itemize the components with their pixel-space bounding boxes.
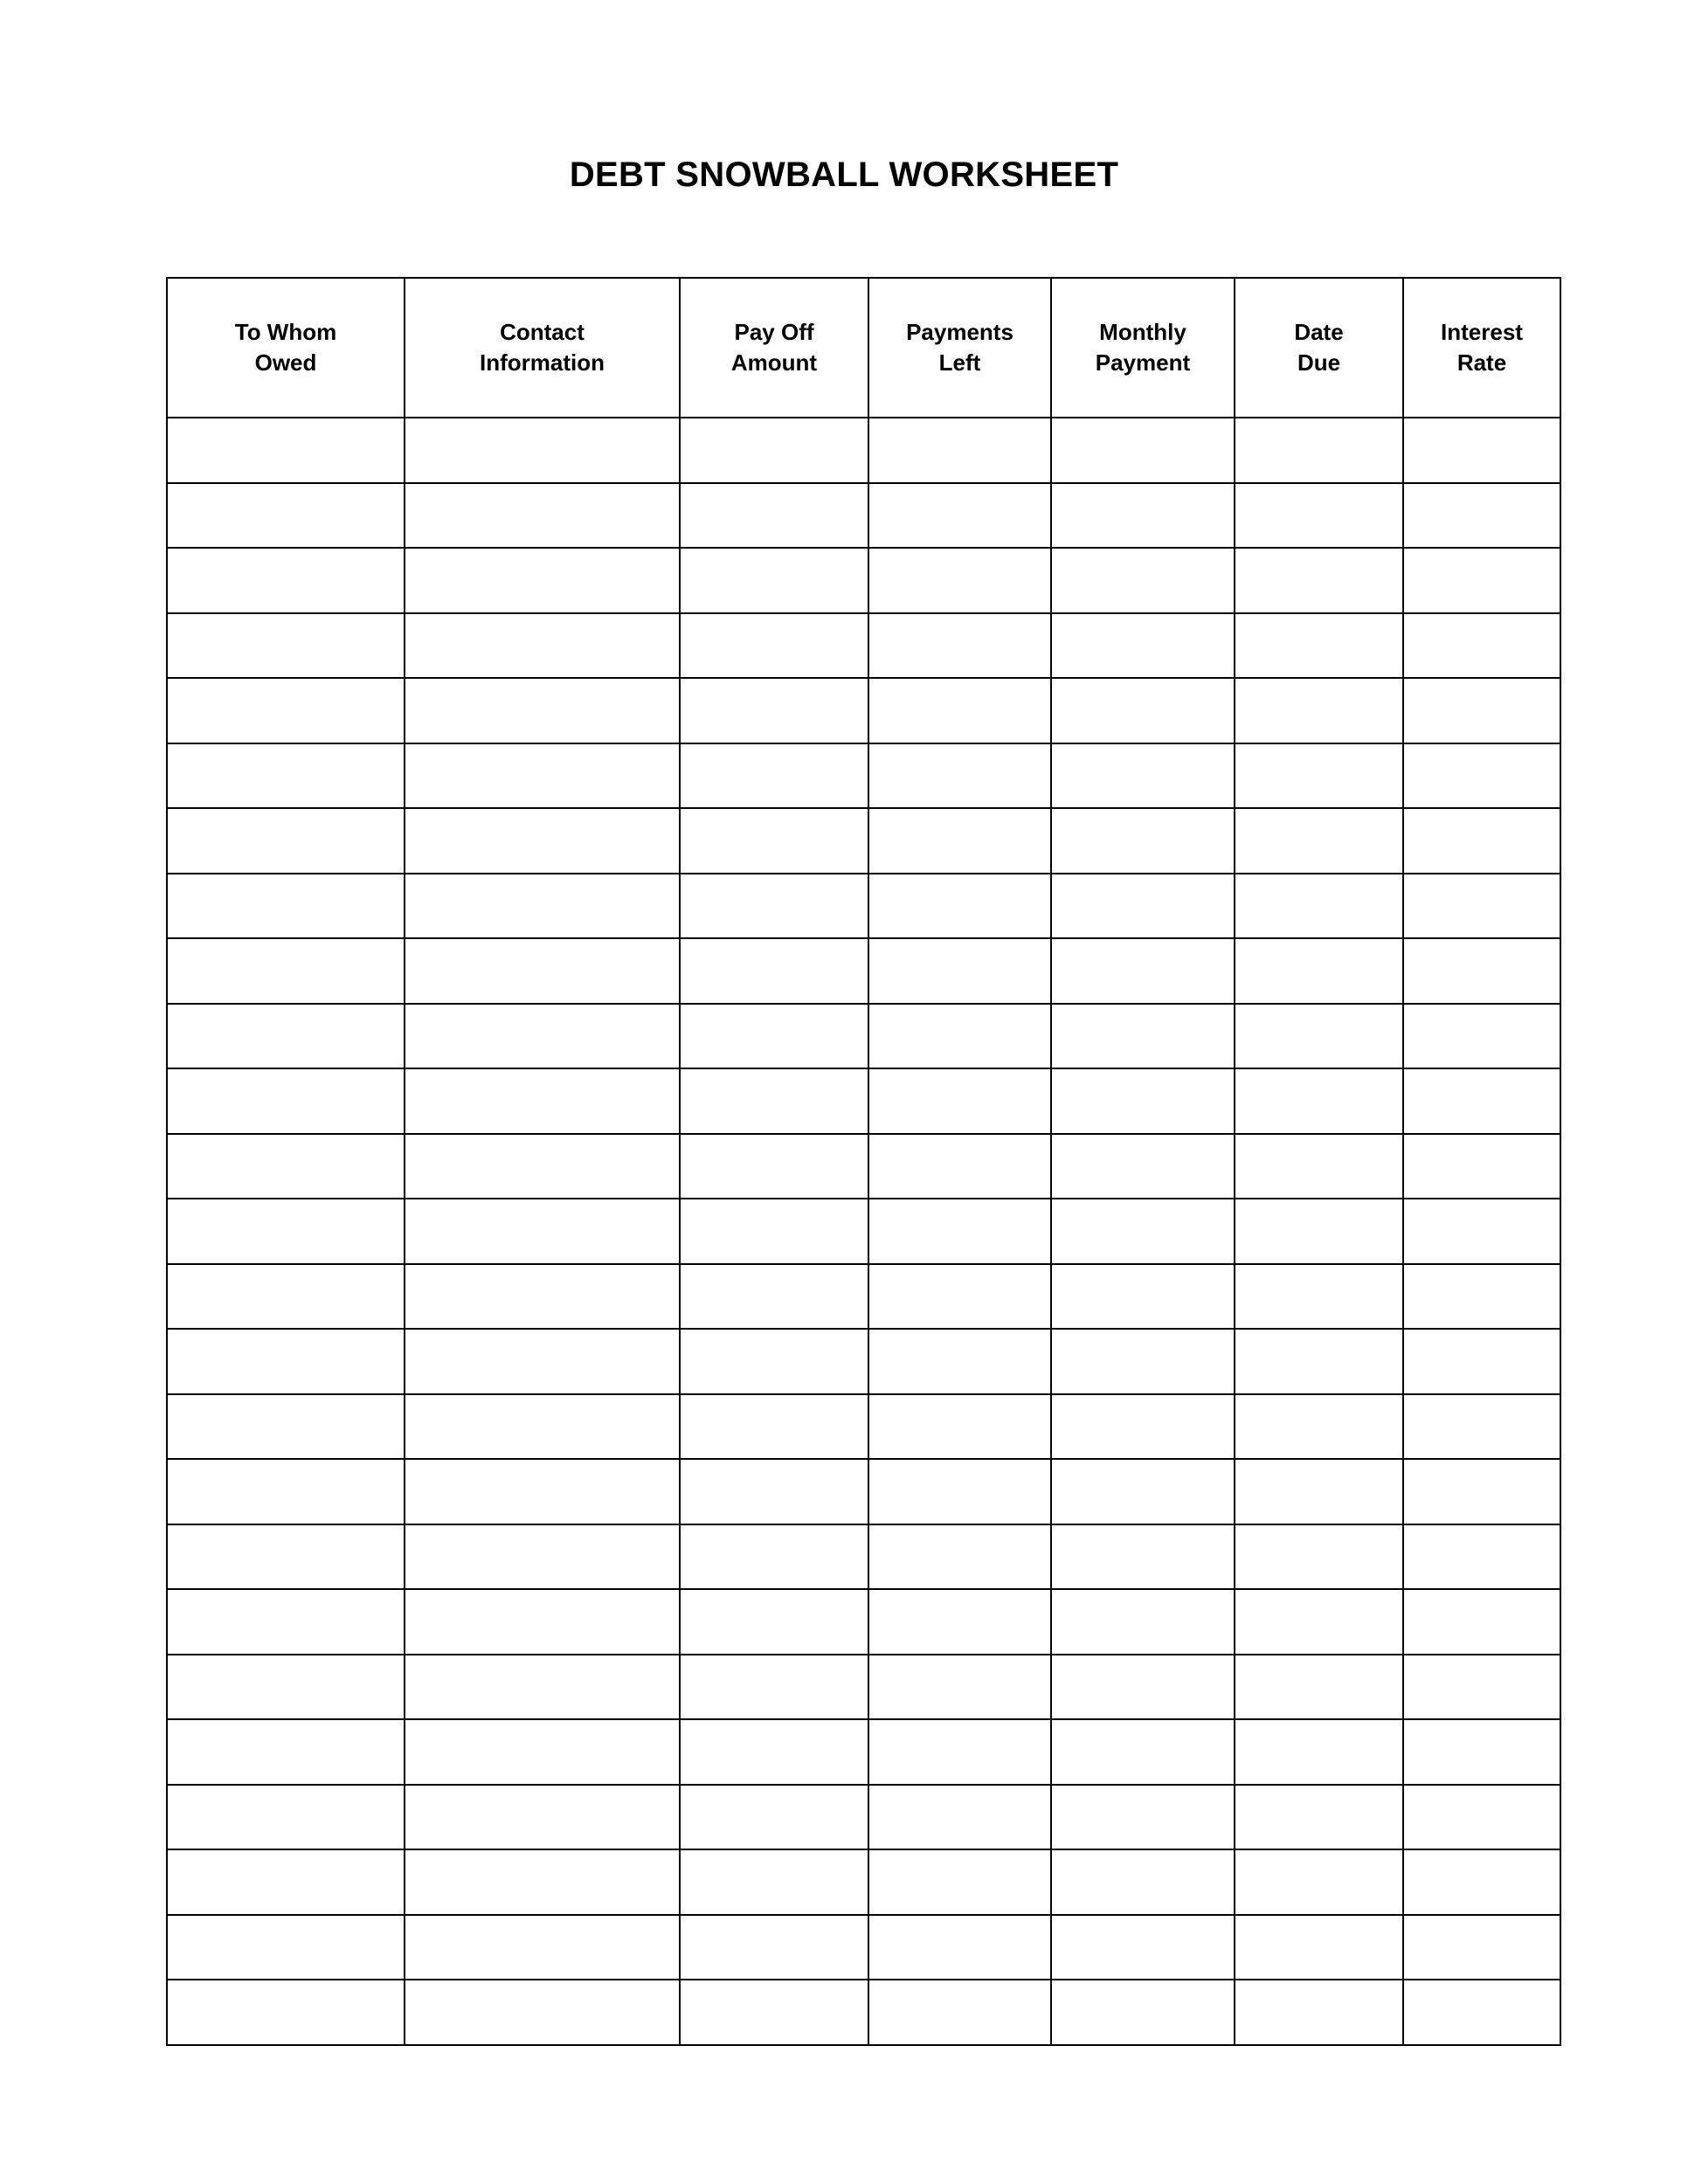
table-cell[interactable] xyxy=(1051,1655,1235,1720)
table-cell[interactable] xyxy=(680,1264,868,1330)
table-row xyxy=(167,1719,1560,1785)
table-cell[interactable] xyxy=(405,874,680,939)
table-row xyxy=(167,1655,1560,1720)
table-row xyxy=(167,1329,1560,1394)
table-cell[interactable] xyxy=(405,678,680,743)
table-cell[interactable] xyxy=(868,1459,1051,1524)
table-cell[interactable] xyxy=(680,1785,868,1850)
table-row xyxy=(167,613,1560,679)
table-cell[interactable] xyxy=(1051,1849,1235,1915)
table-cell[interactable] xyxy=(1403,1915,1560,1980)
table-cell[interactable] xyxy=(167,1264,405,1330)
table-row xyxy=(167,1068,1560,1134)
table-cell[interactable] xyxy=(680,548,868,613)
table-cell[interactable] xyxy=(1403,1329,1560,1394)
table-cell[interactable] xyxy=(1051,1134,1235,1199)
table-cell[interactable] xyxy=(167,1589,405,1655)
table-cell[interactable] xyxy=(1403,1134,1560,1199)
table-cell[interactable] xyxy=(405,808,680,874)
table-cell[interactable] xyxy=(405,1980,680,2045)
table-cell[interactable] xyxy=(1403,548,1560,613)
table-cell[interactable] xyxy=(1051,808,1235,874)
column-header-to-whom-owed xyxy=(167,278,405,418)
table-cell[interactable] xyxy=(680,1719,868,1785)
table-cell[interactable] xyxy=(868,874,1051,939)
debt-snowball-table-container xyxy=(166,277,1560,2046)
table-cell[interactable] xyxy=(1051,1785,1235,1850)
table-cell[interactable] xyxy=(1403,1980,1560,2045)
column-header-line1: To Whom xyxy=(234,318,337,345)
table-cell[interactable] xyxy=(868,1849,1051,1915)
table-cell[interactable] xyxy=(868,1068,1051,1134)
column-header-line1: Monthly xyxy=(1099,318,1186,345)
table-cell[interactable] xyxy=(868,548,1051,613)
table-cell[interactable] xyxy=(1403,808,1560,874)
table-cell[interactable] xyxy=(1403,1589,1560,1655)
table-cell[interactable] xyxy=(868,1134,1051,1199)
table-cell[interactable] xyxy=(1235,1004,1403,1069)
table-cell[interactable] xyxy=(1051,548,1235,613)
table-cell[interactable] xyxy=(405,1004,680,1069)
table-cell[interactable] xyxy=(405,548,680,613)
table-cell[interactable] xyxy=(868,743,1051,809)
table-cell[interactable] xyxy=(680,1524,868,1590)
table-cell[interactable] xyxy=(868,1004,1051,1069)
table-cell[interactable] xyxy=(405,1524,680,1590)
table-cell[interactable] xyxy=(680,1199,868,1264)
table-cell[interactable] xyxy=(167,808,405,874)
table-cell[interactable] xyxy=(167,418,405,483)
table-cell[interactable] xyxy=(405,1719,680,1785)
table-row xyxy=(167,1004,1560,1069)
table-cell[interactable] xyxy=(868,808,1051,874)
table-cell[interactable] xyxy=(680,1459,868,1524)
table-header xyxy=(167,278,1560,418)
table-cell[interactable] xyxy=(167,1329,405,1394)
table-cell[interactable] xyxy=(167,1980,405,2045)
table-cell[interactable] xyxy=(1403,1785,1560,1850)
table-cell[interactable] xyxy=(405,1589,680,1655)
table-row xyxy=(167,548,1560,613)
table-cell[interactable] xyxy=(1235,1589,1403,1655)
table-cell[interactable] xyxy=(405,1394,680,1460)
table-cell[interactable] xyxy=(868,678,1051,743)
table-cell[interactable] xyxy=(1051,938,1235,1004)
column-header-line1: Interest xyxy=(1441,318,1523,345)
table-cell[interactable] xyxy=(680,1068,868,1134)
table-cell[interactable] xyxy=(167,483,405,549)
table-cell[interactable] xyxy=(1235,1134,1403,1199)
column-header-date-due xyxy=(1235,278,1403,418)
table-cell[interactable] xyxy=(1403,1068,1560,1134)
table-cell[interactable] xyxy=(1051,613,1235,679)
table-cell[interactable] xyxy=(405,483,680,549)
table-cell[interactable] xyxy=(167,743,405,809)
table-cell[interactable] xyxy=(167,1655,405,1720)
table-cell[interactable] xyxy=(680,938,868,1004)
table-cell[interactable] xyxy=(1235,808,1403,874)
table-cell[interactable] xyxy=(680,1004,868,1069)
table-cell[interactable] xyxy=(1051,1459,1235,1524)
table-cell[interactable] xyxy=(1403,1459,1560,1524)
table-cell[interactable] xyxy=(680,678,868,743)
column-header-monthly-payment xyxy=(1051,278,1235,418)
table-row xyxy=(167,1589,1560,1655)
table-cell[interactable] xyxy=(1051,1264,1235,1330)
table-cell[interactable] xyxy=(1051,1719,1235,1785)
table-cell[interactable] xyxy=(1403,938,1560,1004)
table-cell[interactable] xyxy=(868,1329,1051,1394)
table-row xyxy=(167,808,1560,874)
table-cell[interactable] xyxy=(1403,1655,1560,1720)
table-cell[interactable] xyxy=(680,874,868,939)
column-header-line1: Payments xyxy=(906,318,1013,345)
table-cell[interactable] xyxy=(167,678,405,743)
table-cell[interactable] xyxy=(167,1199,405,1264)
table-body xyxy=(167,418,1560,2045)
table-row xyxy=(167,1980,1560,2045)
table-cell[interactable] xyxy=(868,1980,1051,2045)
table-cell[interactable] xyxy=(405,1655,680,1720)
column-header-contact-information xyxy=(405,278,680,418)
table-cell[interactable] xyxy=(1235,1459,1403,1524)
table-cell[interactable] xyxy=(1235,1524,1403,1590)
table-cell[interactable] xyxy=(680,1589,868,1655)
table-cell[interactable] xyxy=(1235,1980,1403,2045)
table-row xyxy=(167,874,1560,939)
column-header-line1: Date xyxy=(1294,318,1344,345)
table-cell[interactable] xyxy=(868,1394,1051,1460)
table-cell[interactable] xyxy=(1235,874,1403,939)
table-row xyxy=(167,1134,1560,1199)
column-header-line1: Pay Off xyxy=(734,318,814,345)
column-header-line2: Information xyxy=(480,349,605,376)
table-cell[interactable] xyxy=(868,1915,1051,1980)
table-cell[interactable] xyxy=(680,1980,868,2045)
table-cell[interactable] xyxy=(1051,743,1235,809)
table-row xyxy=(167,743,1560,809)
table-cell[interactable] xyxy=(1403,483,1560,549)
column-header-interest-rate xyxy=(1403,278,1560,418)
table-cell[interactable] xyxy=(405,1915,680,1980)
table-cell[interactable] xyxy=(167,1915,405,1980)
table-cell[interactable] xyxy=(1235,483,1403,549)
table-cell[interactable] xyxy=(868,1719,1051,1785)
table-cell[interactable] xyxy=(1235,1719,1403,1785)
table-row xyxy=(167,1849,1560,1915)
table-row xyxy=(167,1459,1560,1524)
table-cell[interactable] xyxy=(1235,1199,1403,1264)
table-row xyxy=(167,483,1560,549)
table-cell[interactable] xyxy=(1403,613,1560,679)
column-header-payments-left xyxy=(868,278,1051,418)
table-cell[interactable] xyxy=(1051,1980,1235,2045)
table-cell[interactable] xyxy=(405,743,680,809)
table-cell[interactable] xyxy=(405,1785,680,1850)
table-cell[interactable] xyxy=(1051,1394,1235,1460)
column-header-line2: Due xyxy=(1297,349,1341,376)
table-cell[interactable] xyxy=(167,1459,405,1524)
table-cell[interactable] xyxy=(167,1524,405,1590)
table-cell[interactable] xyxy=(167,548,405,613)
table-cell[interactable] xyxy=(1235,548,1403,613)
column-header-line1: Contact xyxy=(500,318,585,345)
table-cell[interactable] xyxy=(1403,418,1560,483)
table-cell[interactable] xyxy=(1235,1655,1403,1720)
table-cell[interactable] xyxy=(1403,1719,1560,1785)
table-cell[interactable] xyxy=(680,483,868,549)
table-cell[interactable] xyxy=(1235,1785,1403,1850)
column-header-line2: Rate xyxy=(1456,349,1507,376)
table-cell[interactable] xyxy=(868,1264,1051,1330)
table-row xyxy=(167,678,1560,743)
table-cell[interactable] xyxy=(167,1394,405,1460)
table-cell[interactable] xyxy=(868,1524,1051,1590)
table-cell[interactable] xyxy=(680,1134,868,1199)
column-header-line2: Payment xyxy=(1095,349,1191,376)
table-cell[interactable] xyxy=(1051,1068,1235,1134)
table-cell[interactable] xyxy=(405,1264,680,1330)
table-cell[interactable] xyxy=(680,613,868,679)
table-cell[interactable] xyxy=(405,418,680,483)
table-cell[interactable] xyxy=(1235,1394,1403,1460)
table-cell[interactable] xyxy=(167,938,405,1004)
table-row xyxy=(167,1785,1560,1850)
table-cell[interactable] xyxy=(1403,678,1560,743)
table-cell[interactable] xyxy=(680,743,868,809)
table-cell[interactable] xyxy=(1051,1589,1235,1655)
table-cell[interactable] xyxy=(1051,483,1235,549)
table-cell[interactable] xyxy=(1235,418,1403,483)
table-cell[interactable] xyxy=(680,808,868,874)
table-cell[interactable] xyxy=(680,1655,868,1720)
table-row xyxy=(167,1915,1560,1980)
table-cell[interactable] xyxy=(1403,1004,1560,1069)
debt-snowball-table xyxy=(166,277,1561,2046)
table-cell[interactable] xyxy=(1403,1394,1560,1460)
table-cell[interactable] xyxy=(1235,743,1403,809)
table-cell[interactable] xyxy=(405,1134,680,1199)
table-cell[interactable] xyxy=(680,1394,868,1460)
column-header-line2: Left xyxy=(938,349,981,376)
table-cell[interactable] xyxy=(167,1134,405,1199)
table-cell[interactable] xyxy=(405,1199,680,1264)
table-cell[interactable] xyxy=(680,418,868,483)
column-header-line2: Amount xyxy=(730,349,818,376)
table-row xyxy=(167,1394,1560,1460)
table-cell[interactable] xyxy=(868,1199,1051,1264)
table-cell[interactable] xyxy=(868,938,1051,1004)
table-cell[interactable] xyxy=(1051,1915,1235,1980)
table-cell[interactable] xyxy=(405,1849,680,1915)
table-cell[interactable] xyxy=(868,613,1051,679)
table-cell[interactable] xyxy=(1235,1329,1403,1394)
table-cell[interactable] xyxy=(405,1068,680,1134)
table-cell[interactable] xyxy=(868,1785,1051,1850)
table-cell[interactable] xyxy=(1235,1849,1403,1915)
table-cell[interactable] xyxy=(868,418,1051,483)
page-title: DEBT SNOWBALL WORKSHEET xyxy=(569,156,1119,194)
table-cell[interactable] xyxy=(1403,1199,1560,1264)
table-cell[interactable] xyxy=(1235,1915,1403,1980)
table-cell[interactable] xyxy=(1051,418,1235,483)
table-cell[interactable] xyxy=(1051,1329,1235,1394)
table-cell[interactable] xyxy=(405,613,680,679)
table-cell[interactable] xyxy=(1051,1199,1235,1264)
table-cell[interactable] xyxy=(1051,678,1235,743)
table-row xyxy=(167,418,1560,483)
table-cell[interactable] xyxy=(1051,1524,1235,1590)
table-cell[interactable] xyxy=(1235,1068,1403,1134)
table-cell[interactable] xyxy=(1235,1264,1403,1330)
table-cell[interactable] xyxy=(1235,938,1403,1004)
table-cell[interactable] xyxy=(868,483,1051,549)
table-cell[interactable] xyxy=(167,613,405,679)
table-cell[interactable] xyxy=(1403,1524,1560,1590)
table-cell[interactable] xyxy=(167,1785,405,1850)
table-row xyxy=(167,1524,1560,1590)
table-header-row xyxy=(167,278,1560,418)
column-header-pay-off-amount xyxy=(680,278,868,418)
table-cell[interactable] xyxy=(1403,743,1560,809)
table-cell[interactable] xyxy=(1235,678,1403,743)
table-row xyxy=(167,938,1560,1004)
table-cell[interactable] xyxy=(868,1589,1051,1655)
table-cell[interactable] xyxy=(868,1655,1051,1720)
table-cell[interactable] xyxy=(167,874,405,939)
table-cell[interactable] xyxy=(405,1459,680,1524)
table-cell[interactable] xyxy=(680,1849,868,1915)
table-row xyxy=(167,1199,1560,1264)
table-row xyxy=(167,1264,1560,1330)
column-header-line2: Owed xyxy=(254,349,317,376)
table-cell[interactable] xyxy=(680,1915,868,1980)
table-cell[interactable] xyxy=(1051,1004,1235,1069)
table-cell[interactable] xyxy=(1051,874,1235,939)
table-cell[interactable] xyxy=(1403,1264,1560,1330)
table-cell[interactable] xyxy=(1235,613,1403,679)
table-cell[interactable] xyxy=(1403,1849,1560,1915)
table-cell[interactable] xyxy=(167,1004,405,1069)
table-cell[interactable] xyxy=(405,938,680,1004)
table-cell[interactable] xyxy=(167,1849,405,1915)
table-cell[interactable] xyxy=(167,1719,405,1785)
table-cell[interactable] xyxy=(1403,874,1560,939)
table-cell[interactable] xyxy=(680,1329,868,1394)
table-cell[interactable] xyxy=(405,1329,680,1394)
table-cell[interactable] xyxy=(167,1068,405,1134)
